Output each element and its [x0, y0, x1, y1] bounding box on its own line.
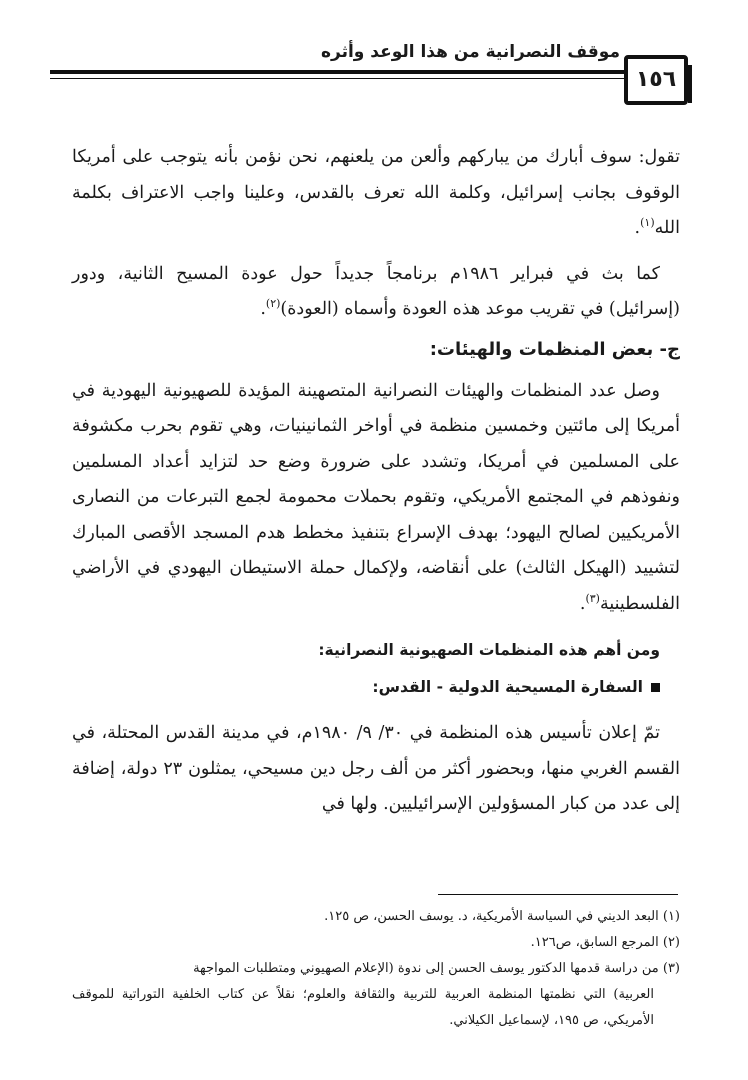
footnote-2: (٢) المرجع السابق، ص١٢٦. [530, 935, 680, 950]
paragraph-embassy: تمّ إعلان تأسيس هذه المنظمة في ٣٠/ ٩/ ١٩٨٠م، في مدينة القدس المحتلة، في القسم الغربي منها، وبحضور أكثر من ألف رجل دين مسيحي، يمثلون ٢٣ دولة، إضافة إلى عدد من كبار المسؤولين الإسرائيليين. ولها في [72, 723, 680, 814]
paragraph-end: . [260, 299, 266, 319]
footnote-ref: (٣) [585, 591, 600, 605]
footnotes [72, 904, 680, 1034]
paragraph-text: كما بث في فبراير ١٩٨٦م برنامجاً جديداً حول عودة المسيح الثانية، ودور (إسرائيل) في تقريب موعد هذه العودة وأسماه (العودة) [72, 263, 680, 319]
sub-heading: ومن أهم هذه المنظمات الصهيونية النصرانية: [318, 641, 660, 659]
square-bullet-icon [651, 683, 660, 692]
footnote-separator [438, 894, 678, 895]
bullet-heading [72, 668, 680, 706]
paragraph-text: تقول: سوف أبارك من يباركهم وألعن من يلعنهم، نحن نؤمن بأنه يتوجب على أمريكا الوقوف بجانب إسرائيل، وكلمة الله تعرف بالقدس، وعلينا واجب الاعتراف بكلمة الله [72, 147, 680, 238]
paragraph-end: . [579, 593, 586, 614]
footnote-ref: (٢) [265, 297, 281, 311]
paragraph-quote [72, 140, 680, 247]
footnote-1: (١) البعد الديني في السياسة الأمريكية، د. يوسف الحسن، ص ١٢٥. [324, 909, 680, 924]
bullet-heading-text: السفارة المسيحية الدولية - القدس: [372, 678, 643, 696]
header-rule-thick [50, 70, 625, 74]
footnote-ref: (١) [640, 216, 655, 230]
paragraph-text: وصل عدد المنظمات والهيئات النصرانية المتصهينة المؤيدة للصهيونية اليهودية في أمريكا إلى مائتين وخمسين منظمة في أواخر الثمانينيات، وهي تقوم بحرب مكشوفة على المسلمين في أمريكا، وتشدد على ضرورة وضع حد لتزايد أعداد المسلمين ونفوذهم في المجتمع الأمريكي، وتقوم بحملات محمومة لجمع التبرعات من النصارى الأمريكيين لصالح اليهود؛ بهدف الإسراع بتنفيذ مخطط هدم المسجد الأقصى المبارك لتشييد (الهيكل الثالث) على أنقاضه، ولإكمال حملة الاستيطان اليهودي في الأراضي الفلسطينية [72, 380, 680, 614]
footnote-3-continued: العربية) التي نظمتها المنظمة العربية للتربية والثقافة والعلوم؛ نقلاً عن كتاب الخلفية التوراتية للموقف الأمريكي، ص ١٩٥، لإسماعيل الكيلاني. [72, 987, 654, 1028]
paragraph-program [72, 257, 680, 328]
header-rule-thin [50, 78, 625, 79]
paragraph-end: . [634, 218, 641, 238]
paragraph-organizations [72, 374, 680, 623]
main-text [72, 140, 680, 823]
running-title: موقف النصرانية من هذا الوعد وأثره [320, 42, 620, 62]
page-header [50, 38, 700, 108]
page-number: ١٥٦ [624, 55, 688, 105]
footnote-3: (٣) من دراسة قدمها الدكتور يوسف الحسن إلى ندوة (الإعلام الصهيوني ومتطلبات المواجهة [193, 961, 680, 976]
section-heading: ج- بعض المنظمات والهيئات: [429, 338, 680, 360]
